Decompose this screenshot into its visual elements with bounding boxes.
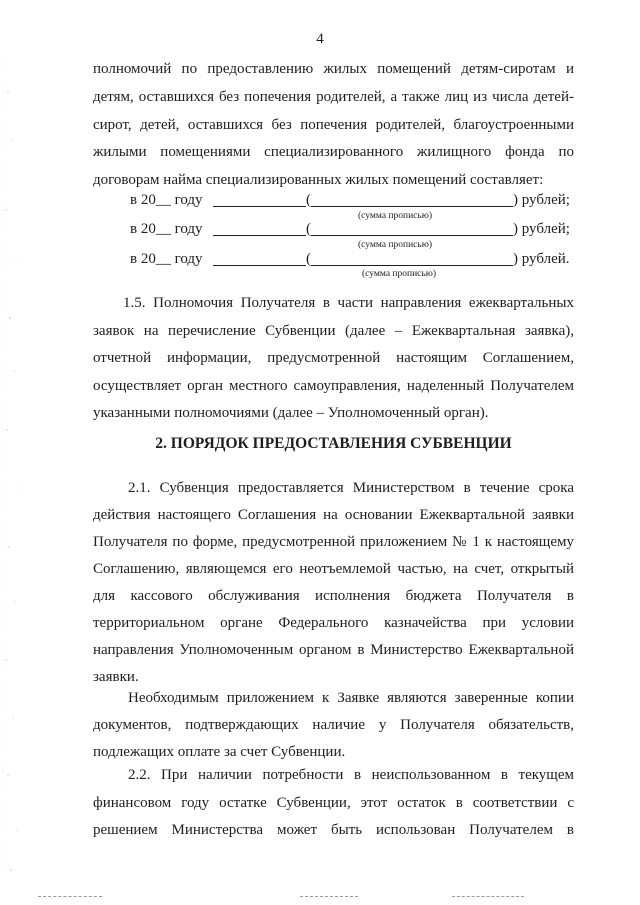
paragraph-1-5-line: заявок на перечисление Субвенции (далее – Ежеквартальная заявка), — [93, 323, 574, 339]
paragraph-2-1-line: Получателя по форме, предусмотренной приложением № 1 к настоящему — [93, 534, 574, 550]
paragraph-1-line: детям, оставшихся без попечения родителей, а также лиц из числа детей- — [93, 89, 574, 105]
open-paren: ( — [306, 192, 311, 208]
section-heading: 2. ПОРЯДОК ПРЕДОСТАВЛЕНИЯ СУБВЕНЦИИ — [155, 435, 512, 452]
paragraph-2-1-line: 2.1. Субвенция предоставляется Министерством в течение срока — [128, 480, 574, 496]
scan-edge-mark — [300, 896, 358, 897]
scan-margin-noise — [0, 0, 36, 905]
paragraph-1-5-line: осуществляет орган местного самоуправления, наделенный Получателем — [93, 378, 574, 394]
amount-in-words-blank — [311, 206, 513, 207]
paragraph-2-1-line: направления Уполномоченным органом в Министерство Ежеквартальной — [93, 642, 574, 658]
paragraph-2-2-line: решением Министерства может быть использован Получателем в — [93, 822, 574, 838]
paragraph-1-line: жилыми помещениями специализированного жилищного фонда по — [93, 144, 574, 160]
scan-edge-mark — [38, 896, 102, 897]
amount-hint: (сумма прописью) — [358, 240, 432, 250]
paragraph-1-5-line: отчетной информации, предусмотренной настоящим Соглашением, — [93, 350, 574, 366]
year-amount-blank — [213, 206, 306, 207]
paragraph-1-5-line: 1.5. Полномочия Получателя в части направления ежеквартальных — [123, 295, 574, 311]
amount-hint: (сумма прописью) — [358, 211, 432, 221]
year-amount-blank — [213, 235, 306, 236]
paragraph-2-2-line: финансовом году остатке Субвенции, этот остаток в соответствии с — [93, 795, 574, 811]
open-paren: ( — [306, 221, 311, 237]
year-label: в 20__ году — [130, 221, 203, 237]
year-label: в 20__ году — [130, 251, 203, 267]
page-number: 4 — [316, 31, 324, 47]
paragraph-1-line: сирот, детей, оставшихся без попечения родителей, благоустроенными — [93, 117, 574, 133]
paragraph-1-line: полномочий по предоставлению жилых помещений детям-сиротам и — [93, 61, 574, 77]
amount-in-words-blank — [311, 235, 513, 236]
attachment-paragraph-line: Необходимым приложением к Заявке являются заверенные копии — [128, 690, 574, 706]
currency-label: ) рублей; — [513, 221, 570, 237]
paragraph-1-5-line: указанными полномочиями (далее – Уполномоченный орган). — [93, 405, 489, 421]
paragraph-1-line: договорам найма специализированных жилых помещений составляет: — [93, 172, 544, 188]
year-label: в 20__ году — [130, 192, 203, 208]
paragraph-2-1-line: для кассового обслуживания исполнения бюджета Получателя в — [93, 588, 574, 604]
attachment-paragraph-line: подлежащих оплате за счет Субвенции. — [93, 744, 346, 760]
amount-in-words-blank — [311, 265, 513, 266]
paragraph-2-1-line: действия настоящего Соглашения на основании Ежеквартальной заявки — [93, 507, 574, 523]
paragraph-2-1-line: территориальном органе Федерального казначейства при условии — [93, 615, 574, 631]
paragraph-2-1-line: Соглашению, являющемся его неотъемлемой частью, на счет, открытый — [93, 561, 574, 577]
currency-label: ) рублей. — [513, 251, 570, 267]
year-amount-blank — [213, 265, 306, 266]
amount-hint: (сумма прописью) — [362, 269, 436, 279]
open-paren: ( — [306, 251, 311, 267]
currency-label: ) рублей; — [513, 192, 570, 208]
scan-edge-mark — [452, 896, 524, 897]
paragraph-2-2-line: 2.2. При наличии потребности в неиспользованном в текущем — [128, 767, 574, 783]
paragraph-2-1-line: заявки. — [93, 669, 139, 685]
attachment-paragraph-line: документов, подтверждающих наличие у Получателя обязательств, — [93, 717, 574, 733]
